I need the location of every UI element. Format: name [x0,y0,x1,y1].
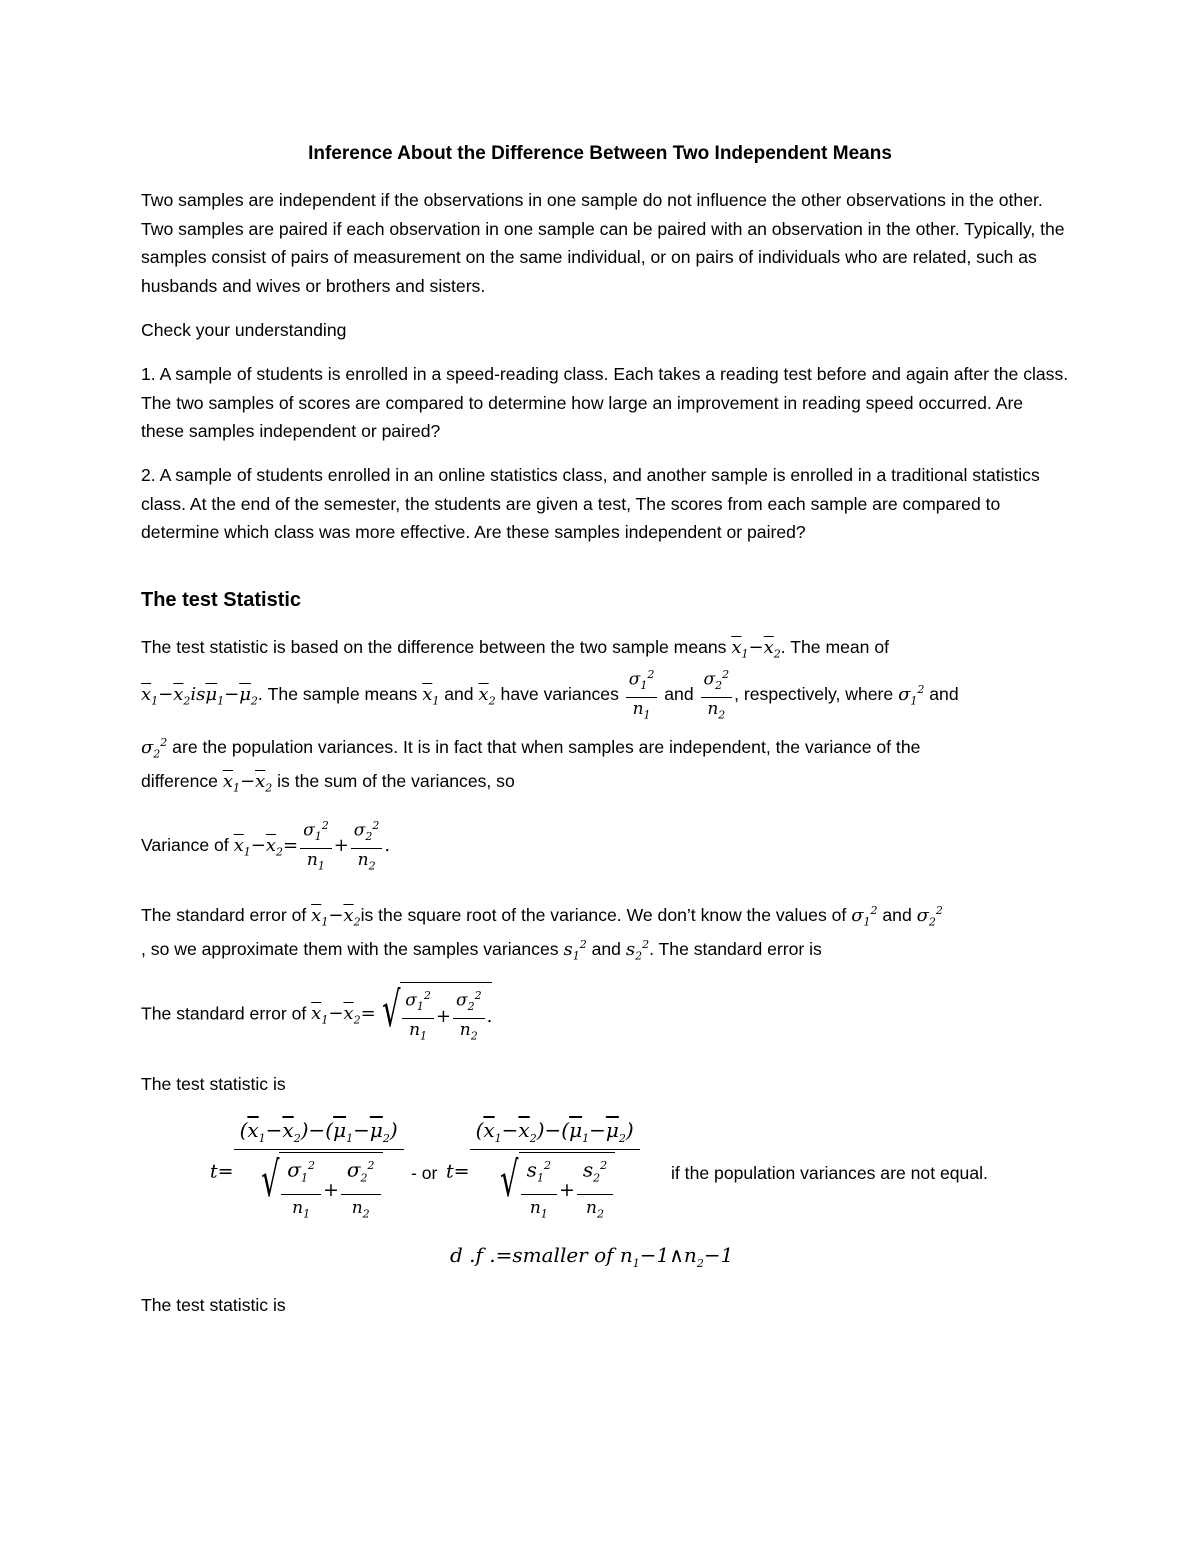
section-heading: The test Statistic [141,589,302,611]
text-line-2: $\overline{x}_1-\overline{x}_2is\overline{\mu}_1-\overline{\mu}_2$. The sample means $\overline{x}_1$ and $\overline{x}_2$ have variances $\frac{\sigma_1^2}{n_1}$ and $\frac{\sigma_2^2}{n_2}$ , respectively, where $\sigma_1^2$ and [141,664,959,726]
document-title: Inference About the Difference Between Two Independent Means [308,143,892,164]
text-line-3: $\sigma_2^2$ are the population variances. It is in fact that when samples are independent, the variance of the [141,736,921,761]
var-frac-2: $\frac{\sigma_2^2}{n_2}$ [701,664,733,726]
se-line-1: The standard error of $\overline{x}_1-\overline{x}_2is$ the square root of the variance. We don’t know the values of $\sigma_1^2$ and $\sigma_2^2$ [141,904,943,929]
intro-paragraph: Two samples are independent if the observations in one sample do not influence the other observations in the other. Two samples are paired if each observation in one sample can be paired with an observation in the other. Typically, the samples consist of pairs of measurement on the same individual, or on pairs of individuals who are related, such as husbands and wives or brothers and sisters. [141,190,1065,296]
df-formula: d .f .=smaller of $n_1-1\wedge n_2-1$ [450,1243,734,1270]
test-statistic-label: The test statistic is [141,1074,286,1094]
se-formula: The standard error of $\overline{x}_1-\overline{x}_2=$ √ $\frac{\sigma_1^2}{n_1}$ + $\frac{\sigma_2^2}{n_2}$ . [141,982,492,1047]
unequal-variance-note: if the population variances are not equal. [671,1163,988,1183]
question-2: 2. A sample of students enrolled in an online statistics class, and another sample is enrolled in a traditional statistics class. At the end of the semester, the students are given a test, The scores from each sample are compared to determine which class was more effective. Are these samples independent or paired? [141,465,1040,543]
text-line-4: difference $\overline{x}_1-\overline{x}_2$ is the sum of the variances, so [141,771,515,795]
or-label: - or [411,1163,438,1183]
variance-formula: Variance of $\overline{x}_1-\overline{x}_2=$ $\frac{\sigma_1^2}{n_1}$ + $\frac{\sigma_2^2}{n_2}$ . [141,815,390,877]
var-frac-1: $\frac{\sigma_1^2}{n_1}$ [626,664,658,726]
question-1: 1. A sample of students is enrolled in a speed-reading class. Each takes a reading test before and again after the class. The two samples of scores are compared to determine how large an improvement in reading speed occurred. Are these samples independent or paired? [141,364,1069,442]
xbar-diff: $\overline{x}_1-\overline{x}_2$ [731,637,781,661]
test-statistic-label-2: The test statistic is [141,1295,286,1315]
t-formula-unknown: t= $(\overline{x}_1-\overline{x}_2)-(\overline{\mu}_1-\overline{\mu}_2)$ √ $\frac{s_1^2}{n_1}$ + $\frac{s_2^2}{n_2}$ [446,1118,640,1225]
check-understanding: Check your understanding [141,320,347,340]
se-line-2: , so we approximate them with the samples variances $s_1^2$ and $s_2^2$. The standard error is [141,938,822,963]
text-line-1: The test statistic is based on the difference between the two sample means $\overline{x}_1-\overline{x}_2$. The mean of [141,637,890,661]
t-formula-known: t= $(\overline{x}_1-\overline{x}_2)-(\overline{\mu}_1-\overline{\mu}_2)$ √ $\frac{\sigma_1^2}{n_1}$ + $\frac{\sigma_2^2}{n_2}$ [210,1118,404,1225]
